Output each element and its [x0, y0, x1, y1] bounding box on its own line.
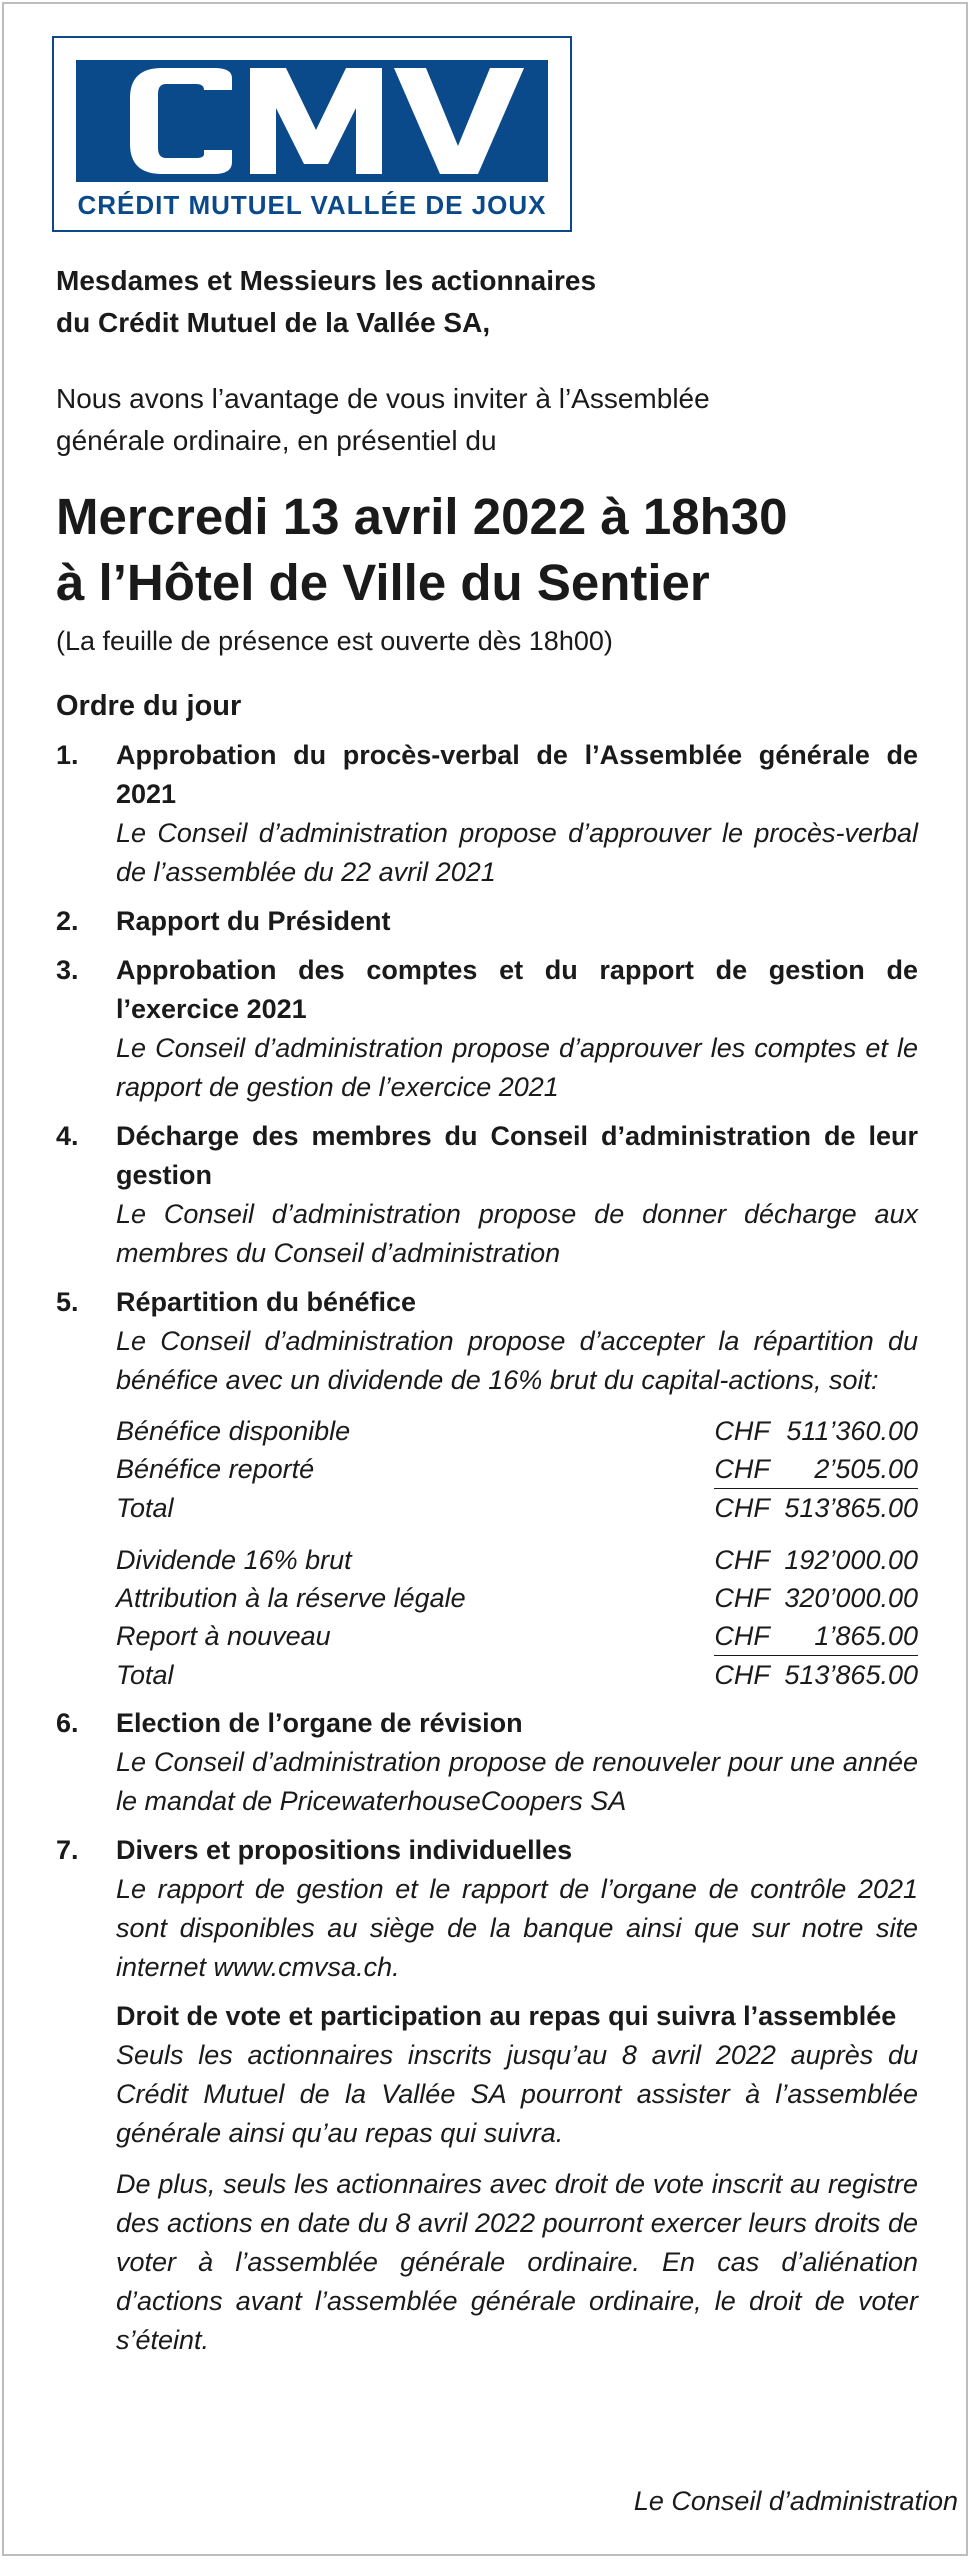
- cmv-logo-mark: [54, 38, 570, 188]
- attendance-note: (La feuille de présence est ouverte dès 18h00): [56, 626, 613, 656]
- row-amount: 511’360.00: [786, 1416, 918, 1446]
- row-label: Bénéfice reporté: [116, 1454, 315, 1485]
- table-row: [116, 1656, 918, 1695]
- row-label: Total: [116, 1659, 174, 1690]
- headline-date: Mercredi 13 avril 2022 à 18h30: [56, 488, 788, 545]
- voting-paragraph-1: Seuls les actionnaires inscrits jusqu’au 8 avril 2022 auprès du Crédit Mutuel de la Vallée SA pourront assister à l’assemblée générale ainsi qu’au repas qui suivra.: [116, 2040, 918, 2148]
- table-row: [116, 1489, 918, 1528]
- voting-paragraph-2: De plus, seuls les actionnaires avec droit de vote inscrit au registre des actions en date du 8 avril 2022 pourront exercer leurs droits de voter à l’assemblée générale ordinaire. En cas d’aliénation d’actions avant l’assemblée générale ordinaire, le droit de voter s’éteint.: [116, 2169, 918, 2355]
- intro-line-1: Nous avons l’avantage de vous inviter à l’Assemblée: [56, 383, 710, 414]
- agenda-item-number: 6.: [56, 1708, 79, 1738]
- row-amount: 320’000.00: [784, 1583, 918, 1613]
- row-currency: CHF: [714, 1583, 770, 1613]
- row-label: Bénéfice disponible: [116, 1416, 351, 1446]
- agenda-item-title: Election de l’organe de révision: [116, 1708, 523, 1738]
- row-currency: CHF: [714, 1545, 770, 1575]
- agenda-item-number: 3.: [56, 955, 79, 985]
- row-label: Dividende 16% brut: [116, 1545, 352, 1575]
- row-label: Report à nouveau: [116, 1621, 331, 1652]
- table-row: [116, 1527, 918, 1579]
- agenda-item-3: [56, 951, 918, 1107]
- signature: Le Conseil d’administration: [633, 2486, 958, 2516]
- row-currency: CHF: [714, 1617, 784, 1656]
- meeting-headline: [56, 484, 918, 616]
- row-currency: CHF: [714, 1450, 784, 1489]
- invitation-body: [56, 260, 918, 2370]
- agenda-item-7: [56, 1831, 918, 2360]
- intro-text: [56, 378, 918, 462]
- row-label: Attribution à la réserve légale: [116, 1583, 466, 1613]
- agenda-item-1: [56, 736, 918, 892]
- agenda-item-4: [56, 1117, 918, 1273]
- intro-line-2: générale ordinaire, en présentiel du: [56, 425, 497, 456]
- row-amount: 513’865.00: [784, 1660, 918, 1690]
- agenda-item-title: Décharge des membres du Conseil d’administration de leur gestion: [116, 1121, 918, 1190]
- agenda-item-5: [56, 1283, 918, 1694]
- agenda-item-description: Le Conseil d’administration propose de donner décharge aux membres du Conseil d’administration: [116, 1199, 918, 1268]
- agenda-item-title: Approbation des comptes et du rapport de gestion de l’exercice 2021: [116, 955, 918, 1024]
- agenda-item-number: 4.: [56, 1121, 79, 1151]
- row-currency: CHF: [714, 1660, 770, 1690]
- row-amount: 513’865.00: [784, 1493, 918, 1523]
- table-row: [116, 1617, 918, 1656]
- greeting-line-1: Mesdames et Messieurs les actionnaires: [56, 265, 597, 296]
- cmv-logo: [52, 36, 572, 232]
- logo-subtitle: CRÉDIT MUTUEL VALLÉE DE JOUX: [77, 190, 547, 220]
- agenda-item-2: [56, 902, 918, 941]
- agenda-item-description: Le Conseil d’administration propose d’accepter la répartition du bénéfice avec un dividende de 16% brut du capital-actions, soit:: [116, 1326, 918, 1395]
- row-amount: 192’000.00: [784, 1545, 918, 1575]
- row-currency: CHF: [714, 1493, 770, 1523]
- table-row: [116, 1579, 918, 1617]
- row-amount: 2’505.00: [784, 1450, 918, 1489]
- agenda-item-description: Le Conseil d’administration propose de renouveler pour une année le mandat de PricewaterhouseCoopers SA: [116, 1747, 918, 1816]
- agenda-item-title: Rapport du Président: [116, 906, 391, 936]
- greeting: [56, 260, 918, 344]
- agenda-item-description: Le Conseil d’administration propose d’approuver les comptes et le rapport de gestion de l’exercice 2021: [116, 1033, 918, 1102]
- greeting-line-2: du Crédit Mutuel de la Vallée SA,: [56, 307, 491, 338]
- agenda-item-number: 5.: [56, 1287, 79, 1317]
- agenda-item-description: Le Conseil d’administration propose d’approuver le procès-verbal de l’assemblée du 22 avril 2021: [116, 818, 918, 887]
- agenda-item-number: 1.: [56, 740, 79, 770]
- agenda-item-description: Le rapport de gestion et le rapport de l’organe de contrôle 2021 sont disponibles au siège de la banque ainsi que sur notre site internet www.cmvsa.ch.: [116, 1874, 918, 1982]
- agenda-item-title: Divers et propositions individuelles: [116, 1835, 573, 1865]
- agenda-item-number: 2.: [56, 906, 79, 936]
- table-row: [116, 1450, 918, 1489]
- agenda-item-6: [56, 1704, 918, 1821]
- agenda-item-number: 7.: [56, 1835, 79, 1865]
- row-label: Total: [116, 1492, 174, 1523]
- table-row: [116, 1412, 918, 1450]
- agenda-title: Ordre du jour: [56, 690, 242, 722]
- profit-distribution-table: [116, 1412, 918, 1694]
- agenda-item-title: Approbation du procès-verbal de l’Assemblée générale de 2021: [116, 740, 918, 809]
- row-currency: CHF: [714, 1416, 770, 1446]
- row-amount: 1’865.00: [784, 1617, 918, 1656]
- agenda-item-title: Répartition du bénéfice: [116, 1287, 417, 1317]
- headline-venue: à l’Hôtel de Ville du Sentier: [56, 554, 710, 611]
- voting-title: Droit de vote et participation au repas qui suivra l’assemblée: [116, 2001, 897, 2031]
